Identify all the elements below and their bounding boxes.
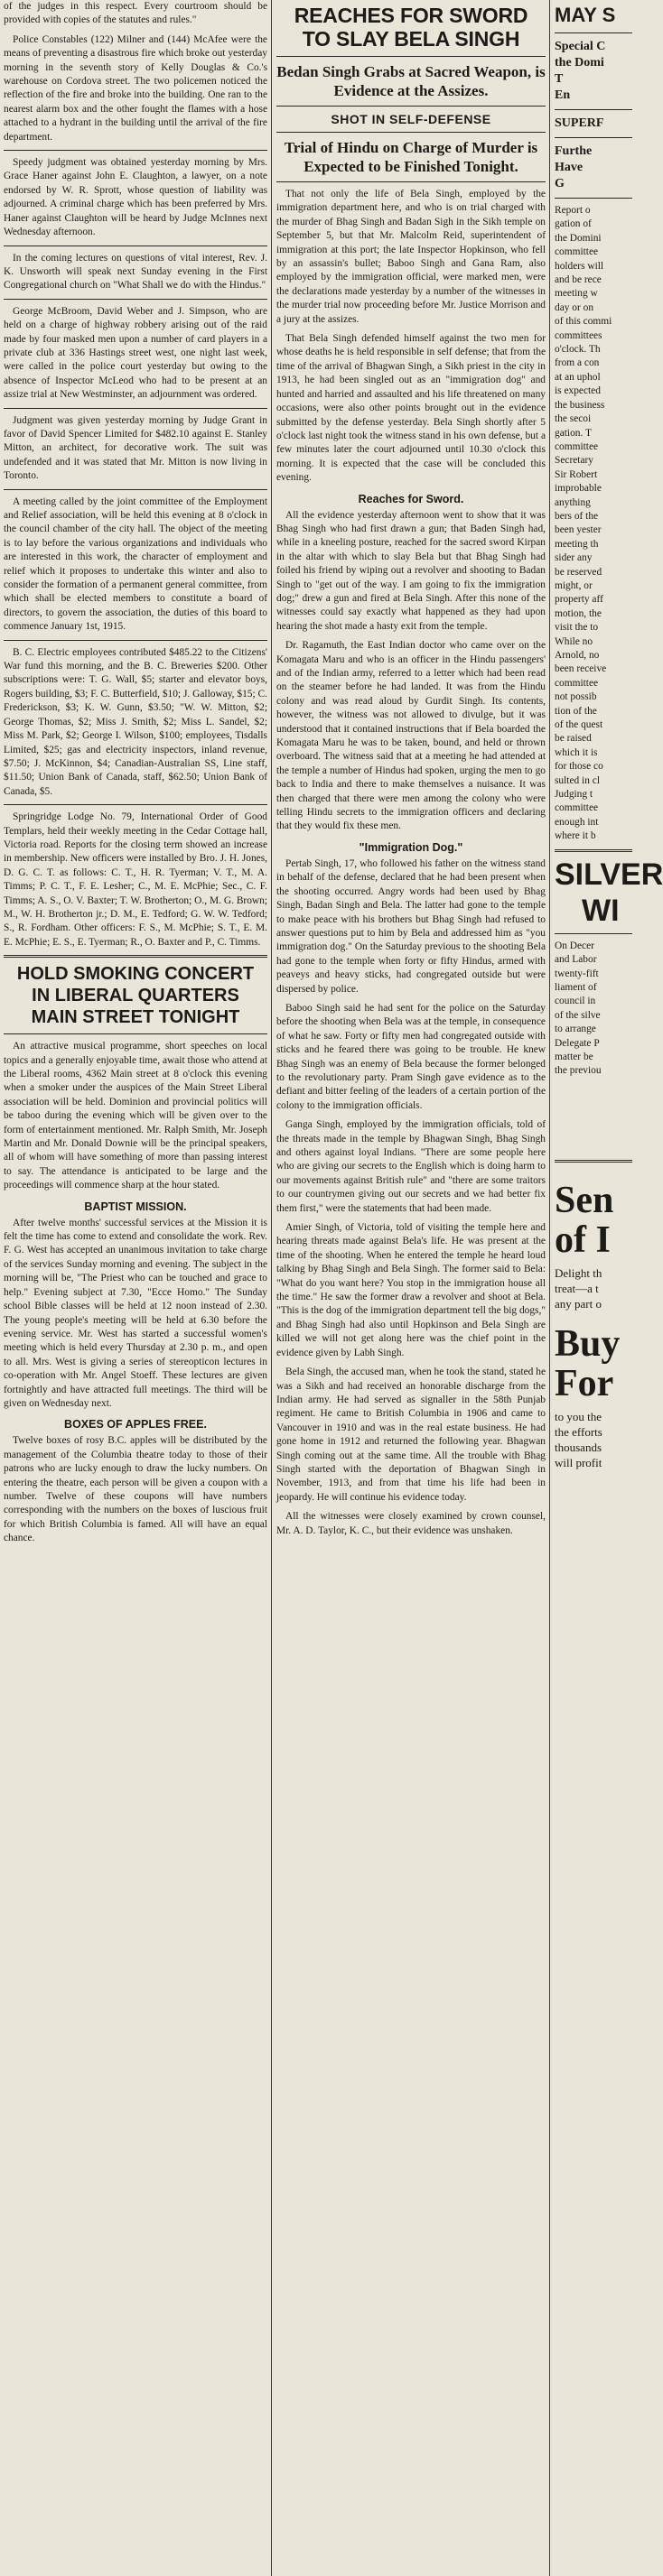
divider xyxy=(276,132,546,133)
text-line: On Decer xyxy=(555,940,594,951)
article-paragraph: All the evidence yesterday afternoon went to show that it was Bhag Singh who had first drawn a gun; that Baden Singh had, while in a kneeling posture, reached for the sacred sword Kirpan in the altar with which to slay Bela but that Bhag Singh had foiled his friend by wiping out a revolver and shooting to Badan Singh to "get out of the way. I am going to fix the immigration dog;" drew a gun and fired at Bela Singh. After this none of the witnesses could say exactly what happened as they had upon hearing the shot made a hasty exit from the temple. xyxy=(276,509,546,632)
headline-sword-2: TO SLAY BELA SINGH xyxy=(302,27,520,51)
right-text-lines-2 xyxy=(555,940,632,1079)
text-line: day or on xyxy=(555,301,594,313)
text-line: committee xyxy=(555,246,599,258)
article-paragraph: Dr. Ragamuth, the East Indian doctor who came over on the Komagata Maru and who is an officer in the Hindu passengers' and of the Indian army, referred to a letter which had been read on the steamer before he had landed. It was from the Hindu colony and was read aloud by Gurdit Singh. Its contents, however, the witness was not allowed to divulge, but it was understood that it contained instructions that if Bela boarded the Komagata Maru he was to be taken, bound, and held or thrown overboard. The witness said that at a meeting he had attended at the temple a number of Hindus had spoken, urging the men to go back to India and there to make themselves a nuisance. It was then charged that there were men among the colony who were telling Hindu secrets to the immigration officers and declaring that they would fix these men. xyxy=(276,640,546,832)
ad-text-lines-2 xyxy=(555,1409,632,1470)
text-line: Delegate P xyxy=(555,1037,600,1049)
middle-column xyxy=(276,0,546,2576)
judgment-story: Speedy judgment was obtained yesterday morning by Mrs. Grace Haner against John E. Claughton, a lawyer, on a note endorsed by W. R. Sprott, whose question of liability was adjourned. A criminal charge which has been preferred by Mrs. Haner against Claughton will be heard by Judge McInnes next Wednesday afternoon. xyxy=(4,157,267,238)
ad-text-lines xyxy=(555,1265,632,1311)
subhead-baptist-mission: BAPTIST MISSION. xyxy=(84,1200,187,1213)
divider xyxy=(555,137,632,138)
headline-sword-1: REACHES FOR SWORD xyxy=(294,4,528,27)
text-line: enough int xyxy=(555,816,599,828)
text-line: Sir Robert xyxy=(555,468,598,480)
text-line: committee xyxy=(555,802,599,814)
divider xyxy=(4,408,267,409)
text-line: twenty-fift xyxy=(555,968,599,979)
divider xyxy=(4,299,267,300)
text-line: sider any xyxy=(555,552,593,564)
headline-silver-2: WI xyxy=(582,893,620,928)
column-rule-right xyxy=(549,0,550,2576)
divider xyxy=(4,1033,267,1034)
divider xyxy=(4,955,267,958)
deck-right-2: the Domi xyxy=(555,56,604,69)
divider xyxy=(276,106,546,107)
deck-right-1: Special C xyxy=(555,40,606,53)
fire-story: Police Constables (122) Milner and (144) McAfee were the means of preventing a disastrous fire which broke out yesterday morning in the seventh story of Kelly Douglas & Co.'s warehouse on Cordova street. The two policemen noticed the reflection of the fire and broke into the building. One ran to the nearest alarm box and the other fought the flames with a hose attached to a hydrant in the building until the arrival of the fire department. xyxy=(4,33,267,143)
ad-text-line: thousands xyxy=(555,1440,602,1454)
top-fragment: of the judges in this respect. Every courtroom should be provided with copies of the statutes and rules." xyxy=(4,1,267,26)
ad-text-line: treat—a t xyxy=(555,1281,599,1295)
deck-right-4: En xyxy=(555,88,571,102)
article-paragraph: Bela Singh, the accused man, when he took the stand, stated he was a Sikh and had received an honorable discharge from the Indian army. He had served as signaller in the 58th Punjab regiment. He came to British Columbia in 1906 and came to Vancouver in 1910 and was in the real estate business. He had gone home in 1912 and returned the following year. Bhagwan Singh coming out at the same time. All the trouble with Bhag Singh started with the deportation of Bhagwan Singh in November, 1913, and from that time his life had been in jeopardy. He will continue his evidence today. xyxy=(276,1367,546,1503)
text-line: of the silve xyxy=(555,1009,601,1021)
text-line: tion of the xyxy=(555,705,597,717)
text-line: holders will xyxy=(555,260,604,272)
text-line: the business xyxy=(555,399,605,411)
deck-bedan-singh: Bedan Singh Grabs at Sacred Weapon, is Evidence at the Assizes. xyxy=(276,63,546,99)
text-line: where it b xyxy=(555,830,596,842)
text-line: While no xyxy=(555,635,593,647)
divider xyxy=(4,489,267,490)
article-paragraph: Baboo Singh said he had sent for the police on the Saturday before the shooting when Bela was at the temple, in consequence of what he saw. Forty or fifty men had congregated outside with sticks and he feared there was going to be trouble. He knew Bhag Singh was an enemy of Bela because the former belonged to the revolutionary party. Pram Singh gave evidence as to the defiant and bitter feeling of the leaders of a certain portion of the colony to the immigration officials. xyxy=(276,1002,546,1111)
headline-right: MAY S xyxy=(555,4,616,26)
text-line: been receive xyxy=(555,663,607,675)
text-line: council in xyxy=(555,996,596,1007)
ad-heading-1: Sen xyxy=(555,1179,614,1221)
deck-right-5: Furthe xyxy=(555,144,593,158)
ad-text-line: the efforts xyxy=(555,1424,602,1439)
subhead-immigration-dog: "Immigration Dog." xyxy=(359,840,463,854)
text-line: the secoi xyxy=(555,413,592,425)
article-paragraph: That Bela Singh defended himself against the two men for whose deaths he is held responsible in self defense; that from the time of the arrival of Bhagwan Singh, a Sikh priest in the city in 1913, he had been singled out as an "immigration dog" and hunted and harried and assaulted and his life threatened on many occasions, were also other points brought out in the evidence submitted by the defense yesterday. Bela Singh shortly after 5 o'clock last night took the witness stand in his own defense, but a few minutes later the court adjourned until 10.30 o'clock this morning. It is expected that the case will be concluded this evening. xyxy=(276,333,546,484)
text-line: for those co xyxy=(555,761,603,773)
left-column xyxy=(4,0,267,2576)
text-line: not possib xyxy=(555,691,597,703)
kicker-self-defense: SHOT IN SELF-DEFENSE xyxy=(331,112,491,126)
divider xyxy=(4,640,267,641)
mitton-story: Judgment was given yesterday morning by Judge Grant in favor of David Spencer Limited for $482.10 against E. Stanley Mitton, an architect, for decorative work. The suit was undefended and it was stated that Mr. Mitton is now living in Toronto. xyxy=(4,414,267,482)
text-line: to arrange xyxy=(555,1024,596,1035)
text-line: Secretary xyxy=(555,455,594,467)
text-line: Judging t xyxy=(555,789,593,801)
text-line: might, or xyxy=(555,579,593,591)
text-line: o'clock. Th xyxy=(555,344,601,356)
text-line: meeting w xyxy=(555,288,598,300)
headline-silver-1: SILVER xyxy=(555,857,663,892)
text-line: be reserved xyxy=(555,566,602,578)
divider xyxy=(276,181,546,182)
relief-meeting-story: A meeting called by the joint committee of the Employment and Relief association, will be held this evening at 8 o'clock in the council chamber of the city hall. The object of the meeting is to lay before the various organizations and individuals who are interested in this work, the character of employment and relief which it proposes to undertake this winter and also to consider the formation of a permanent general committee, from which shall be elected members to constitute a board of directors, to govern the association, the duties of this board to commence January 1st, 1915. xyxy=(4,496,267,633)
text-line: visit the to xyxy=(555,622,599,634)
text-line: of this commi xyxy=(555,316,612,328)
text-line: and be rece xyxy=(555,274,602,286)
ad-heading-4: For xyxy=(555,1362,614,1404)
divider xyxy=(555,109,632,110)
text-line: which it is xyxy=(555,746,598,758)
right-column xyxy=(555,0,663,2576)
text-line: bers of the xyxy=(555,510,599,522)
text-line: the previou xyxy=(555,1065,602,1077)
kicker-right: SUPERF xyxy=(555,116,604,130)
text-line: property aff xyxy=(555,594,603,606)
ad-text-line: to you the xyxy=(555,1409,602,1423)
text-line: sulted in cl xyxy=(555,774,600,786)
article-paragraph: All the witnesses were closely examined by crown counsel, Mr. A. D. Taylor, K. C., but their evidence was unshaken. xyxy=(276,1511,546,1536)
deck-right-7: G xyxy=(555,177,565,190)
ad-text-line: Delight th xyxy=(555,1265,602,1280)
text-line: motion, the xyxy=(555,607,602,619)
text-line: committees xyxy=(555,329,602,341)
divider xyxy=(276,56,546,57)
war-fund-story: B. C. Electric employees contributed $485.22 to the Citizens' War fund this morning, and the B. C. Breweries $200. Other subscriptions were: T. G. Wall, $5; starter and elevator boys, Rogers building, $3; F. C. Butterfield, $10; J. Galloway, $15; C. Frederickson, $3; K. W. Gunn, $3.50; "W. W. Mitton, $2; George Thomas, $2; Miss J. Smith, $2; Miss L. Sandel, $2; Miss M. Park, $2; George I. Wilson, $100; employees, Tisdalls Limited, $25; gas and electricity inspectors, inland revenue, $7.50; J. McKinnon, $4; Canadian-Australian SS, Line staff, $11.50; Union Bank of Canada, staff, $62.50; Union Bank of Canada, $5. xyxy=(4,646,267,797)
text-line: from a con xyxy=(555,357,600,369)
article-paragraph: Amier Singh, of Victoria, told of visiting the temple here and hearing threats made against Bela's life. He was present at the time of the shooting. When he entered the temple he heard loud talking by Bhag Singh and Bela Singh. The former said to Bela: "What do you want here? You stop in the immigration house all the time." He saw the former draw a revolver and shoot at Bela. "This is the dog of the immigration department tell the big dogs," and Bhag Singh had also until Hopkinson and Bela Singh are killed we will not get along here was the chief point in the evidence given by Labh Singh. xyxy=(276,1222,546,1358)
column-rule-left xyxy=(271,0,272,2576)
text-line: improbable xyxy=(555,483,602,495)
deck-right-3: T xyxy=(555,72,564,86)
text-line: is expected xyxy=(555,385,601,397)
divider xyxy=(4,804,267,805)
text-line: gation. T xyxy=(555,427,592,439)
text-line: Report o xyxy=(555,205,591,216)
subhead-reaches-for-sword: Reaches for Sword. xyxy=(358,492,464,505)
text-line: meeting th xyxy=(555,538,599,550)
ad-heading-2: of I xyxy=(555,1219,611,1261)
divider xyxy=(555,849,632,852)
deck-right-6: Have xyxy=(555,161,584,174)
article-paragraph: Pertab Singh, 17, who followed his father on the witness stand in behalf of the defense, declared that he had been present when the shooting occurred. Angry words had been used by Bhag Singh, Badan Singh and Bela. The latter had gone to the temple to make peace with his brothers but Bhag Singh had refused to answer questions put to him by Bela and addressed him as "you immigration dog." On the Saturday previous to the shooting Bela had gone to the temple when forty or fifty Hindus, armed with peaveys and heavy sticks, had congregated outside but were dispersed by police. xyxy=(276,857,546,995)
text-line: committee xyxy=(555,677,599,689)
article-paragraph: Ganga Singh, employed by the immigration officials, told of the threats made in the temple by Bhagwan Singh, Bhag Singh and others against loyal Indians. "There are some people here who are giving our secrets to the English which is doing harm to our movements against British rule" and "there are some traitors to our countrymen giving out our secrets and we had better fix them first," were the statements that had been made. xyxy=(276,1119,546,1214)
divider xyxy=(555,1160,632,1163)
text-line: anything xyxy=(555,496,591,508)
lecture-story: In the coming lectures on questions of vital interest, Rev. J. K. Unsworth will speak next Sunday evening in the First Congregational church on "What Shall we do with the Hindus." xyxy=(4,252,267,292)
subhead-boxes-of-apples: BOXES OF APPLES FREE. xyxy=(64,1418,207,1432)
lodge-story: Springridge Lodge No. 79, International Order of Good Templars, held their weekly meeting in the Cedar Cottage hall, Victoria road. Reports for the closing term showed an increase in membership. New officers were installed by Bro. J. H. Jones, D. G. C. T. as follows: C. T., H. R. Tyerman; V. T., M. A. Timms; P. C. T., F. E. Lesher; C., M. E. McPhie; Sec., C. F. Timms; A. S., O. V. Baxter; T. W. Brotherton; O., M. G. Brown; M., W. H. Brotherton jr.; D. M., E. Tedford; G. W. W. Tedford; S., R. Fordham. Other officers: F. S., M. McPhie; S. T., E. M. E. McPhie; E. S., E. Tyerman; R., O. Baxter and P., C. Timms. xyxy=(4,811,267,948)
ad-text-line: any part o xyxy=(555,1296,602,1311)
robbery-story: George McBroom, David Weber and J. Simpson, who are held on a charge of highway robbery arising out of the raid made by four masked men upon a number of card players in a private club at 336 Hastings street west, one night last week, were called in the police court yesterday but owing to the absence of Inspector McLeod who had to be present at an assize trial at New Westminster, an adjournment was ordered. xyxy=(4,305,267,401)
headline-smoking-concert-3: MAIN STREET TONIGHT xyxy=(31,1007,240,1028)
divider xyxy=(555,198,632,199)
divider xyxy=(555,32,632,33)
deck-trial: Trial of Hindu on Charge of Murder is Expected to be Finished Tonight. xyxy=(284,139,538,175)
smoking-concert-story: An attractive musical programme, short speeches on local topics and a generally enjoyable time, await those who attend at the Liberal rooms, 4362 Main street at 8 o'clock this evening when a smoker under the auspices of the Main Street Liberal association will be held. Dominion and provincial politics will be taboo during the evening which will be given over to the form of entertainment mentioned. Mr. Ralph Smith, Mr. Joseph Martin and Mr. Donald Downie will be the principal speakers, all of whom will have something of more than passing interest to say. The attendance is anticipated to be large and the proceedings will commence sharp at the hour stated. xyxy=(4,1041,267,1191)
ad-text-line: will profit xyxy=(555,1455,602,1469)
text-line: committee xyxy=(555,440,599,452)
ad-heading-3: Buy xyxy=(555,1322,621,1365)
text-line: liament of xyxy=(555,981,597,993)
article-paragraph: That not only the life of Bela Singh, employed by the immigration department here, and who is on trial charged with the murder of Bhag Singh and Badan Sigh in the Sikh temple on September 5, but that Mr. Malcolm Reid, superintendent of immigration at this port; the late Inspector Hopkinson, who fell by an assassin's bullet; Baboo Singh and Gana Ram, also employed by the immigration official, were marked men, were the declarations made yesterday by a number of the witnesses in the murder trial now proceeding before Mr. Justice Morrison and a jury at the assizes. xyxy=(276,189,546,325)
headline-smoking-concert-1: HOLD SMOKING CONCERT xyxy=(16,964,255,985)
text-line: Arnold, no xyxy=(555,650,600,661)
text-line: be raised xyxy=(555,733,592,745)
right-text-lines xyxy=(555,204,632,844)
text-line: matter be xyxy=(555,1051,593,1062)
text-line: at an uphol xyxy=(555,371,601,383)
text-line: the Domini xyxy=(555,232,602,244)
text-line: of the quest xyxy=(555,719,603,731)
headline-smoking-concert-2: IN LIBERAL QUARTERS xyxy=(32,986,239,1006)
text-line: gation of xyxy=(555,218,592,230)
text-line: and Labor xyxy=(555,954,597,966)
baptist-mission-story: After twelve months' successful services at the Mission it is felt the time has come to extend and consolidate the work. Rev. F. G. West has accepted an unanimous invitation to take charge of the services Sunday morning and evening. The subject in the morning will be, "The Priest who can be touched and grace to help." Evening subject at 7.30, "Ecce Homo." The Sunday school Bible classes will be held at 12 noon instead of 2.30. The young people's meeting will be held at 6.30 before the evening service. Mr. West has started a successful women's meeting which is held every Thursday at 2.30 p. m., and open to all. Mrs. West is giving a series of stereopticon lectures in co-operation with Mr. Angel Stoeff. These lectures are given fortnightly and have attracted full meetings. The third will be given on Wednesday next. xyxy=(4,1217,267,1409)
divider xyxy=(4,150,267,151)
divider xyxy=(555,933,632,934)
text-line: been yester xyxy=(555,524,602,536)
apples-story: Twelve boxes of rosy B.C. apples will be distributed by the management of the Columbia theatre today to those of their patrons who are lucky enough to draw the lucky numbers. On entering the theatre, each person will be given a coupon with a number. Twelve of these coupons will have numbers corresponding with the numbers on the boxes of luscious fruit for which British Columbia is famed. All will have an equal chance. xyxy=(4,1435,267,1544)
